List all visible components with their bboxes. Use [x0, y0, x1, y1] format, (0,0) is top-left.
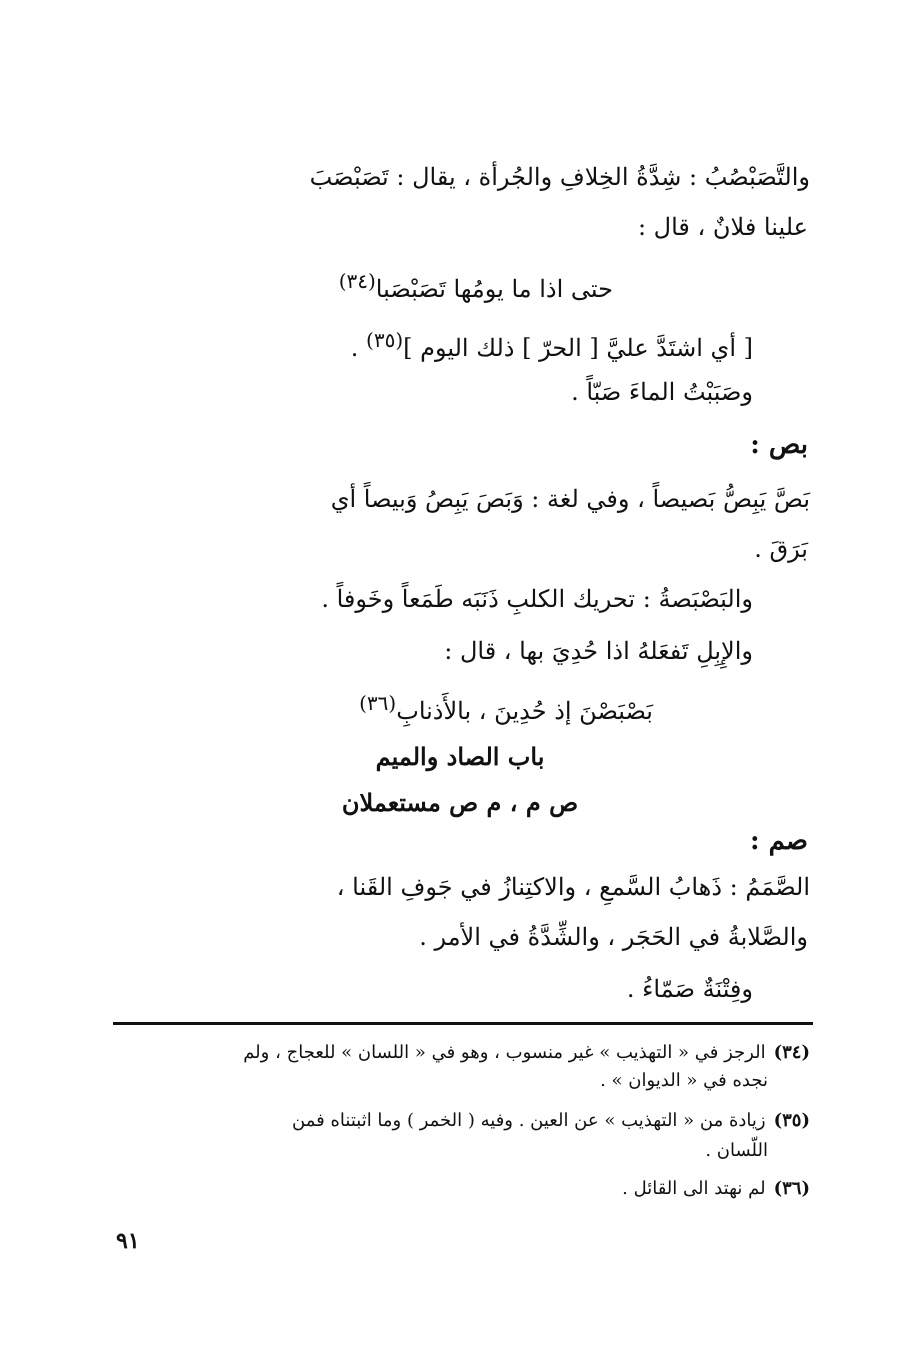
footnote-ref: (٣٤) — [338, 269, 376, 293]
entry-heading: صم : — [749, 826, 808, 856]
footnote-divider — [113, 1022, 813, 1025]
text-line: والتَّصَبْصُبُ : شِدَّةُ الخِلافِ والجُرأة ، يقال : تَصَبْصَبَ — [309, 163, 810, 191]
text-line: وفِتْنَةٌ صَمّاءُ . — [626, 975, 753, 1003]
verse-line: بَصْبَصْنَ إذ حُدِينَ ، بالأَذنابِ$^{(٣٦)}$ — [359, 691, 653, 725]
verse-line: وصَبَبْتُ الماءَ صَبّاً . — [571, 378, 753, 406]
footnote — [243, 1040, 810, 1066]
text-line: الصَّمَمُ : ذَهابُ السَّمعِ ، والاكتِنازُ في جَوفِ القَنا ، — [336, 873, 810, 901]
text-line: والصَّلابةُ في الحَجَر ، والشِّدَّةُ في الأمر . — [419, 923, 808, 951]
footnote-number: (٣٥) — [773, 1110, 810, 1131]
footnote-ref: (٣٥) — [366, 328, 404, 352]
footnote-ref: (٣٦) — [359, 691, 397, 715]
footnote — [292, 1108, 810, 1134]
text-line: بَرَقَ . — [754, 535, 808, 563]
footnote-continuation: اللّسان . — [705, 1140, 768, 1161]
footnote — [622, 1176, 810, 1202]
entry-heading: بص : — [750, 430, 808, 460]
verse-line: حتى اذا ما يومُها تَصَبْصَبا$^{(٣٤)}$ — [338, 269, 613, 303]
footnote-text: لم نهتد الى القائل . — [622, 1178, 766, 1199]
text-line: علينا فلانٌ ، قال : — [637, 213, 808, 241]
text-line: والإِبِلِ تَفعَلهُ اذا حُدِيَ بها ، قال : — [444, 637, 753, 665]
text-line: والبَصْبَصةُ : تحريك الكلبِ ذَنَبَه طَمَعاً وخَوفاً . — [321, 585, 753, 613]
footnote-text: زيادة من « التهذيب » عن العين . وفيه ( الخمر ) وما اثبتناه فمن — [292, 1110, 766, 1131]
footnote-number: (٣٦) — [773, 1178, 810, 1199]
page-number: ٩١ — [116, 1228, 140, 1254]
chapter-title: باب الصاد والميم — [375, 742, 545, 771]
chapter-subtitle: ص م ، م ص مستعملان — [341, 788, 579, 817]
footnote-continuation: نجده في « الديوان » . — [600, 1070, 768, 1091]
footnote-number: (٣٤) — [773, 1042, 810, 1063]
footnote-text: الرجز في « التهذيب » غير منسوب ، وهو في « اللسان » للعجاج ، ولم — [243, 1042, 766, 1063]
verse-line: [ أي اشتَدَّ عليَّ [ الحرّ ] ذلك اليوم ]$^{(٣٥)}$ . — [350, 328, 753, 362]
text-line: بَصَّ يَبِصُّ بَصيصاً ، وفي لغة : وَبَصَ يَبِصُ وَبيصاً أي — [330, 485, 810, 513]
